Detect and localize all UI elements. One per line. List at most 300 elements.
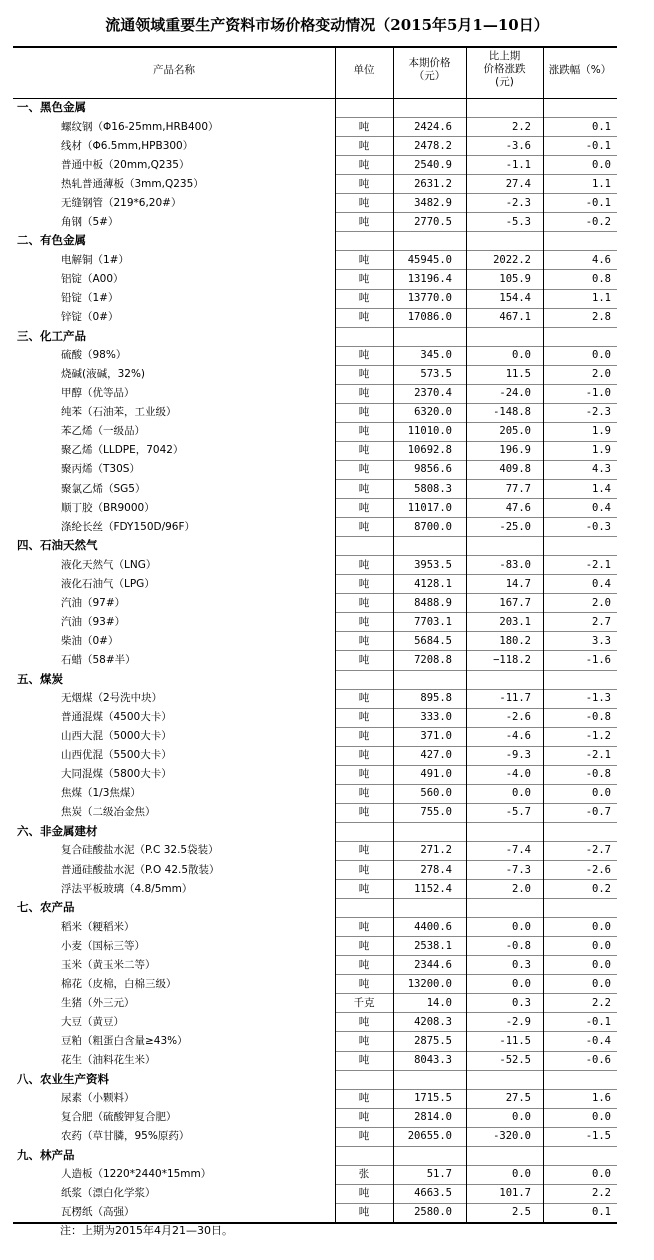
- table-top-border: [13, 46, 617, 48]
- pct-cell: 4.3: [592, 463, 611, 476]
- section-title: 六、非金属建材: [17, 824, 98, 837]
- product-name: 复合肥（硫酸钾复合肥）: [61, 1111, 177, 1124]
- row-divider: [335, 822, 617, 823]
- change-cell: 409.8: [499, 463, 531, 476]
- price-cell: 13196.4: [407, 272, 452, 285]
- product-name: 大同混煤（5800大卡）: [61, 768, 172, 781]
- price-cell: 2814.0: [414, 1111, 452, 1124]
- pct-cell: -1.2: [585, 730, 611, 743]
- pct-cell: 0.8: [592, 272, 611, 285]
- row-divider: [335, 574, 617, 575]
- change-cell: 2.0: [512, 882, 531, 895]
- row-divider: [335, 536, 617, 537]
- unit-cell: 吨: [358, 349, 370, 362]
- header-bottom-border: [13, 98, 617, 99]
- change-cell: −118.2: [493, 653, 531, 666]
- unit-cell: 吨: [358, 272, 370, 285]
- unit-cell: 吨: [358, 368, 370, 381]
- change-cell: -2.3: [505, 196, 531, 209]
- price-cell: 11010.0: [407, 425, 452, 438]
- row-divider: [335, 917, 617, 918]
- price-cell: 4400.6: [414, 920, 452, 933]
- section-title: 五、煤炭: [17, 672, 63, 685]
- pct-cell: 0.0: [592, 939, 611, 952]
- section-title: 四、石油天然气: [17, 539, 98, 552]
- product-name: 人造板（1220*2440*15mm）: [61, 1168, 212, 1181]
- change-cell: 196.9: [499, 444, 531, 457]
- pct-cell: -0.8: [585, 768, 611, 781]
- unit-cell: 吨: [358, 1111, 370, 1124]
- product-name: 液化天然气（LNG）: [61, 558, 157, 571]
- pct-cell: -0.4: [585, 1034, 611, 1047]
- pct-cell: 2.2: [592, 1187, 611, 1200]
- pct-cell: -1.5: [585, 1130, 611, 1143]
- change-cell: -11.7: [499, 692, 531, 705]
- footnote: 注：上期为2015年4月21—30日。: [60, 1224, 233, 1237]
- price-cell: 4663.5: [414, 1187, 452, 1200]
- product-name: 普通混煤（4500大卡）: [61, 711, 172, 724]
- row-divider: [335, 670, 617, 671]
- pct-cell: 0.2: [592, 882, 611, 895]
- product-name: 甲醇（优等品）: [61, 387, 135, 400]
- change-cell: -3.6: [505, 139, 531, 152]
- product-name: 焦煤（1/3焦煤）: [61, 787, 141, 800]
- price-cell: 1715.5: [414, 1092, 452, 1105]
- product-name: 山西优混（5500大卡）: [61, 749, 172, 762]
- row-divider: [335, 974, 617, 975]
- price-cell: 13770.0: [407, 292, 452, 304]
- section-title: 九、林产品: [17, 1148, 75, 1161]
- price-cell: 1152.4: [414, 882, 452, 895]
- unit-cell: 吨: [358, 863, 370, 876]
- header-unit: 单位: [353, 64, 375, 76]
- pct-cell: 0.0: [592, 1111, 611, 1124]
- product-name: 聚氯乙烯（SG5）: [61, 482, 146, 495]
- pct-cell: -0.6: [585, 1054, 611, 1066]
- row-divider: [335, 1031, 617, 1032]
- change-cell: -5.3: [505, 215, 531, 228]
- pct-cell: 2.7: [592, 615, 611, 628]
- row-divider: [335, 1165, 617, 1166]
- row-divider: [335, 612, 617, 613]
- unit-cell: 吨: [358, 787, 370, 800]
- row-divider: [335, 860, 617, 861]
- row-divider: [335, 803, 617, 804]
- row-divider: [335, 784, 617, 785]
- product-name: 豆粕（粗蛋白含量≥43%）: [61, 1034, 188, 1047]
- unit-cell: 吨: [358, 920, 370, 933]
- pct-cell: -0.8: [585, 711, 611, 724]
- row-divider: [335, 1146, 617, 1147]
- unit-cell: 吨: [358, 711, 370, 724]
- pct-cell: -1.6: [585, 653, 611, 666]
- price-cell: 2538.1: [414, 939, 452, 952]
- price-cell: 4208.3: [414, 1015, 452, 1028]
- price-cell: 5808.3: [414, 482, 452, 495]
- pct-cell: -0.1: [585, 139, 611, 152]
- price-cell: 271.2: [420, 844, 452, 857]
- unit-cell: 吨: [358, 615, 370, 628]
- unit-cell: 吨: [358, 158, 370, 171]
- pct-cell: 1.1: [592, 177, 611, 190]
- row-divider: [335, 308, 617, 309]
- row-divider: [335, 155, 617, 156]
- unit-cell: 吨: [358, 749, 370, 762]
- price-cell: 4128.1: [414, 577, 452, 590]
- product-name: 尿素（小颗料）: [61, 1092, 135, 1105]
- pct-cell: 0.0: [592, 787, 611, 800]
- price-cell: 2370.4: [414, 387, 452, 400]
- change-cell: -7.4: [505, 844, 531, 857]
- column-divider: [393, 46, 394, 1222]
- pct-cell: 0.0: [592, 977, 611, 990]
- product-name: 螺纹钢（Φ16-25mm,HRB400）: [61, 120, 219, 133]
- price-table: [13, 46, 617, 1220]
- header-change: 比上期 价格涨跌 (元): [483, 50, 526, 88]
- product-name: 棉花（皮棉，白棉三级）: [61, 977, 177, 990]
- price-cell: 6320.0: [414, 406, 452, 419]
- change-cell: -9.3: [505, 749, 531, 762]
- pct-cell: 0.1: [592, 1206, 611, 1219]
- row-divider: [335, 212, 617, 213]
- product-name: 山西大混（5000大卡）: [61, 730, 172, 743]
- change-cell: 47.6: [505, 501, 531, 514]
- price-cell: 427.0: [420, 749, 452, 762]
- unit-cell: 吨: [358, 311, 370, 324]
- pct-cell: 0.1: [592, 120, 611, 133]
- unit-cell: 吨: [358, 1187, 370, 1200]
- unit-cell: 吨: [358, 1130, 370, 1143]
- unit-cell: 吨: [358, 730, 370, 743]
- change-cell: 205.0: [499, 425, 531, 438]
- price-cell: 10692.8: [407, 444, 452, 457]
- change-cell: 14.7: [505, 577, 531, 590]
- change-cell: 0.0: [512, 977, 531, 990]
- price-cell: 2540.9: [414, 158, 452, 171]
- product-name: 聚乙烯（LLDPE，7042）: [61, 444, 184, 457]
- change-cell: 105.9: [499, 272, 531, 285]
- price-cell: 13200.0: [407, 977, 452, 990]
- product-name: 柴油（0#）: [61, 634, 119, 647]
- column-divider: [466, 46, 467, 1222]
- price-cell: 345.0: [420, 349, 452, 362]
- pct-cell: 0.0: [592, 958, 611, 971]
- unit-cell: 吨: [358, 196, 370, 209]
- change-cell: -4.6: [505, 730, 531, 743]
- pct-cell: -0.7: [585, 806, 611, 819]
- unit-cell: 吨: [358, 177, 370, 190]
- price-cell: 2478.2: [414, 139, 452, 152]
- price-cell: 2344.6: [414, 958, 452, 971]
- pct-cell: 0.0: [592, 158, 611, 171]
- change-cell: 2.2: [512, 120, 531, 133]
- product-name: 铅锭（1#）: [61, 292, 119, 304]
- unit-cell: 吨: [358, 387, 370, 400]
- change-cell: -148.8: [493, 406, 531, 419]
- change-cell: -1.1: [505, 158, 531, 171]
- price-cell: 51.7: [426, 1168, 452, 1181]
- row-divider: [335, 441, 617, 442]
- unit-cell: 千克: [353, 996, 375, 1009]
- pct-cell: 1.1: [592, 292, 611, 304]
- pct-cell: 2.0: [592, 368, 611, 381]
- price-cell: 17086.0: [407, 311, 452, 324]
- row-divider: [335, 765, 617, 766]
- row-divider: [335, 1184, 617, 1185]
- unit-cell: 吨: [358, 501, 370, 514]
- row-divider: [335, 498, 617, 499]
- unit-cell: 吨: [358, 1015, 370, 1028]
- change-cell: 0.0: [512, 1168, 531, 1181]
- product-name: 角钢（5#）: [61, 215, 119, 228]
- product-name: 小麦（国标三等）: [61, 939, 145, 952]
- product-name: 稻米（粳稻米）: [61, 920, 135, 933]
- change-cell: 77.7: [505, 482, 531, 495]
- pct-cell: -1.0: [585, 387, 611, 400]
- price-cell: 371.0: [420, 730, 452, 743]
- pct-cell: -0.2: [585, 215, 611, 228]
- column-divider: [543, 46, 544, 1222]
- row-divider: [335, 631, 617, 632]
- pct-cell: 2.2: [592, 996, 611, 1009]
- unit-cell: 吨: [358, 977, 370, 990]
- product-name: 大豆（黄豆）: [61, 1015, 124, 1028]
- section-title: 八、农业生产资料: [17, 1072, 109, 1085]
- page-title: 流通领域重要生产资料市场价格变动情况（2015年5月1—10日）: [105, 16, 549, 34]
- product-name: 硫酸（98%）: [61, 349, 127, 362]
- price-cell: 491.0: [420, 768, 452, 781]
- row-divider: [335, 1070, 617, 1071]
- change-cell: 0.3: [512, 958, 531, 971]
- product-name: 顺丁胶（BR9000）: [61, 501, 155, 514]
- unit-cell: 吨: [358, 653, 370, 666]
- pct-cell: -2.6: [585, 863, 611, 876]
- pct-cell: 0.4: [592, 501, 611, 514]
- product-name: 涤纶长丝（FDY150D/96F）: [61, 520, 196, 533]
- unit-cell: 吨: [358, 120, 370, 133]
- row-divider: [335, 1127, 617, 1128]
- row-divider: [335, 193, 617, 194]
- product-name: 瓦楞纸（高强）: [61, 1206, 135, 1219]
- product-name: 线材（Φ6.5mm,HPB300）: [61, 139, 194, 152]
- change-cell: -7.3: [505, 863, 531, 876]
- unit-cell: 吨: [358, 577, 370, 590]
- product-name: 无缝钢管（219*6,20#）: [61, 196, 182, 209]
- unit-cell: 吨: [358, 806, 370, 819]
- unit-cell: 吨: [358, 596, 370, 609]
- product-name: 聚丙烯（T30S）: [61, 463, 140, 476]
- product-name: 苯乙烯（一级品）: [61, 425, 145, 438]
- product-name: 无烟煤（2号洗中块）: [61, 692, 163, 705]
- product-name: 农药（草甘膦，95%原药）: [61, 1130, 190, 1143]
- row-divider: [335, 327, 617, 328]
- change-cell: -4.0: [505, 768, 531, 781]
- price-cell: 2631.2: [414, 177, 452, 190]
- unit-cell: 吨: [358, 768, 370, 781]
- price-cell: 9856.6: [414, 463, 452, 476]
- change-cell: 203.1: [499, 615, 531, 628]
- change-cell: 467.1: [499, 311, 531, 324]
- price-cell: 3953.5: [414, 558, 452, 571]
- section-title: 二、有色金属: [17, 234, 86, 247]
- product-name: 纸浆（漂白化学浆）: [61, 1187, 156, 1200]
- row-divider: [335, 231, 617, 232]
- product-name: 烧碱(液碱，32%): [61, 368, 146, 381]
- price-cell: 560.0: [420, 787, 452, 800]
- change-cell: -24.0: [499, 387, 531, 400]
- section-title: 一、黑色金属: [17, 101, 86, 113]
- change-cell: -0.8: [505, 939, 531, 952]
- row-divider: [335, 879, 617, 880]
- price-cell: 895.8: [420, 692, 452, 705]
- change-cell: -83.0: [499, 558, 531, 571]
- change-cell: -11.5: [499, 1034, 531, 1047]
- row-divider: [335, 517, 617, 518]
- pct-cell: 1.9: [592, 425, 611, 438]
- price-cell: 2424.6: [414, 120, 452, 133]
- price-cell: 573.5: [420, 368, 452, 381]
- change-cell: -25.0: [499, 520, 531, 533]
- price-cell: 3482.9: [414, 196, 452, 209]
- unit-cell: 吨: [358, 139, 370, 152]
- row-divider: [335, 346, 617, 347]
- change-cell: 0.3: [512, 996, 531, 1009]
- row-divider: [335, 269, 617, 270]
- change-cell: 180.2: [499, 634, 531, 647]
- row-divider: [335, 1012, 617, 1013]
- product-name: 普通硅酸盐水泥（P.O 42.5散装）: [61, 863, 220, 876]
- unit-cell: 吨: [358, 958, 370, 971]
- price-cell: 8043.3: [414, 1054, 452, 1066]
- pct-cell: -2.7: [585, 844, 611, 857]
- product-name: 锌锭（0#）: [61, 311, 119, 324]
- change-cell: 11.5: [505, 368, 531, 381]
- pct-cell: 0.0: [592, 349, 611, 362]
- product-name: 铝锭（A00）: [61, 272, 124, 285]
- product-name: 纯苯（石油苯，工业级）: [61, 406, 177, 419]
- change-cell: 27.4: [505, 177, 531, 190]
- unit-cell: 吨: [358, 939, 370, 952]
- row-divider: [335, 689, 617, 690]
- row-divider: [335, 955, 617, 956]
- product-name: 石蜡（58#半）: [61, 653, 136, 666]
- pct-cell: -0.3: [585, 520, 611, 533]
- product-name: 普通中板（20mm,Q235）: [61, 158, 190, 171]
- row-divider: [335, 936, 617, 937]
- unit-cell: 吨: [358, 882, 370, 895]
- price-cell: 7703.1: [414, 615, 452, 628]
- row-divider: [335, 1203, 617, 1204]
- row-divider: [335, 746, 617, 747]
- row-divider: [335, 250, 617, 251]
- column-divider: [335, 46, 336, 1222]
- product-name: 生猪（外三元）: [61, 996, 135, 1009]
- price-cell: 2580.0: [414, 1206, 452, 1219]
- pct-cell: 2.0: [592, 596, 611, 609]
- change-cell: -2.6: [505, 711, 531, 724]
- section-title: 七、农产品: [17, 901, 75, 914]
- product-name: 汽油（93#）: [61, 615, 126, 628]
- pct-cell: 1.9: [592, 444, 611, 457]
- section-title: 三、化工产品: [17, 329, 86, 342]
- unit-cell: 吨: [358, 253, 370, 266]
- row-divider: [335, 384, 617, 385]
- unit-cell: 吨: [358, 425, 370, 438]
- change-cell: 0.0: [512, 349, 531, 362]
- row-divider: [335, 1089, 617, 1090]
- product-name: 汽油（97#）: [61, 596, 126, 609]
- pct-cell: -1.3: [585, 692, 611, 705]
- price-cell: 333.0: [420, 711, 452, 724]
- price-cell: 45945.0: [407, 253, 452, 266]
- pct-cell: 1.6: [592, 1092, 611, 1105]
- row-divider: [335, 1108, 617, 1109]
- row-divider: [335, 136, 617, 137]
- row-divider: [335, 479, 617, 480]
- price-cell: 8700.0: [414, 520, 452, 533]
- unit-cell: 吨: [358, 844, 370, 857]
- row-divider: [335, 898, 617, 899]
- row-divider: [335, 174, 617, 175]
- unit-cell: 吨: [358, 520, 370, 533]
- change-cell: -5.7: [505, 806, 531, 819]
- price-cell: 5684.5: [414, 634, 452, 647]
- change-cell: 154.4: [499, 292, 531, 304]
- product-name: 液化石油气（LPG）: [61, 577, 155, 590]
- pct-cell: 2.8: [592, 311, 611, 324]
- price-cell: 2875.5: [414, 1034, 452, 1047]
- product-name: 焦炭（二级冶金焦）: [61, 806, 156, 819]
- header-pct: 涨跌幅（%）: [548, 64, 612, 76]
- row-divider: [335, 708, 617, 709]
- unit-cell: 吨: [358, 292, 370, 304]
- price-cell: 755.0: [420, 806, 452, 819]
- change-cell: -52.5: [499, 1054, 531, 1066]
- unit-cell: 吨: [358, 558, 370, 571]
- price-cell: 20655.0: [407, 1130, 452, 1143]
- pct-cell: 0.0: [592, 1168, 611, 1181]
- unit-cell: 张: [358, 1168, 370, 1181]
- pct-cell: 3.3: [592, 634, 611, 647]
- price-cell: 11017.0: [407, 501, 452, 514]
- product-name: 电解铜（1#）: [61, 253, 129, 266]
- unit-cell: 吨: [358, 215, 370, 228]
- product-name: 花生（油料花生米）: [61, 1054, 156, 1066]
- row-divider: [335, 460, 617, 461]
- pct-cell: -2.1: [585, 749, 611, 762]
- row-divider: [335, 365, 617, 366]
- change-cell: 0.0: [512, 787, 531, 800]
- unit-cell: 吨: [358, 634, 370, 647]
- price-cell: 8488.9: [414, 596, 452, 609]
- price-cell: 278.4: [420, 863, 452, 876]
- price-cell: 7208.8: [414, 653, 452, 666]
- unit-cell: 吨: [358, 692, 370, 705]
- row-divider: [335, 650, 617, 651]
- change-cell: 0.0: [512, 920, 531, 933]
- change-cell: 0.0: [512, 1111, 531, 1124]
- change-cell: 167.7: [499, 596, 531, 609]
- header-price: 本期价格 （元）: [408, 57, 451, 82]
- change-cell: 101.7: [499, 1187, 531, 1200]
- change-cell: -2.9: [505, 1015, 531, 1028]
- product-name: 浮法平板玻璃（4.8/5mm）: [61, 882, 193, 895]
- change-cell: -320.0: [493, 1130, 531, 1143]
- price-cell: 14.0: [426, 996, 452, 1009]
- pct-cell: -0.1: [585, 196, 611, 209]
- product-name: 复合硅酸盐水泥（P.C 32.5袋装）: [61, 844, 219, 857]
- unit-cell: 吨: [358, 406, 370, 419]
